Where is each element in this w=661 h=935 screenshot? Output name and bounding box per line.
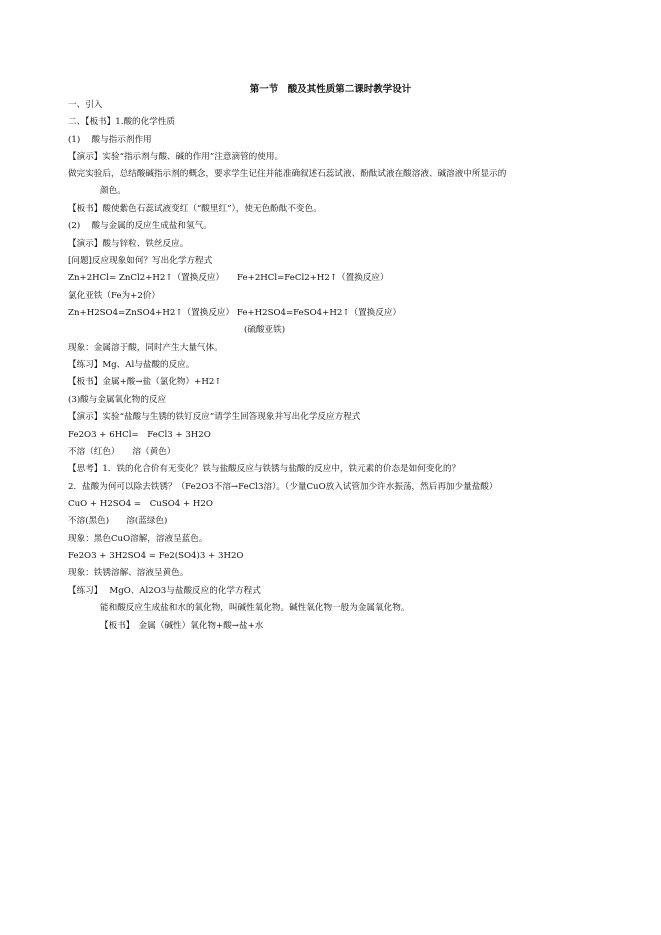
text-line: 【演示】酸与锌粒、铁丝反应。 xyxy=(68,239,189,249)
text-line: 二、【板书】1.酸的化学性质 xyxy=(68,117,176,127)
text-line: (硫酸亚铁) xyxy=(244,325,286,335)
equation-line: CuO + H2SO4 = CuSO4 + H2O xyxy=(68,499,213,509)
equation-line: Fe2O3 + 3H2SO4 = Fe2(SO4)3 + 3H2O xyxy=(68,551,244,561)
text-line: 【板书】 金属（碱性）氧化物+酸→盐+水 xyxy=(100,621,264,631)
text-line: 做完实验后，总结酸碱指示剂的概念，要求学生记住并能准确叙述石蕊试液、酚酞试液在酸溶液、碱溶液中所显示的 xyxy=(68,169,507,179)
text-line: 【练习】 MgO、Al2O3与盐酸反应的化学方程式 xyxy=(68,586,261,596)
text-line: 氯化亚铁（Fe为+2价） xyxy=(68,291,160,301)
text-line: 不溶（红色） 溶（黄色） xyxy=(68,447,176,457)
text-line: 现象：黑色CuO溶解，溶液呈蓝色。 xyxy=(68,534,208,544)
text-line: [问题]反应现象如何？写出化学方程式 xyxy=(68,256,213,266)
equation-line: Zn+2HCl= ZnCl2+H2↑（置换反应） Fe+2HCl=FeCl2+H2↑（置换反应） xyxy=(68,273,389,283)
text-line: 一、引入 xyxy=(68,100,103,110)
text-line: (2) 酸与金属的反应生成盐和氢气。 xyxy=(68,221,212,231)
text-line: 2．盐酸为何可以除去铁锈？（Fe2O3不溶→FeCl3溶）。（少量CuO放入试管加少许水振荡，然后再加少量盐酸） xyxy=(68,482,498,492)
text-line: 【板书】金属+酸→盐（氯化物）+H2↑ xyxy=(68,377,222,387)
text-line: 现象：铁锈溶解、溶液呈黄色。 xyxy=(68,568,189,578)
text-line: (3)酸与金属氧化物的反应 xyxy=(68,395,167,405)
text-line: 【练习】Mg、Al与盐酸的反应。 xyxy=(68,360,195,370)
text-line: (1) 酸与指示剂作用 xyxy=(68,135,152,145)
text-line: 【思考】1．铁的化合价有无变化？铁与盐酸反应与铁锈与盐酸的反应中，铁元素的价态是如何变化的？ xyxy=(68,464,461,474)
text-line: 【演示】实验“指示剂与酸、碱的作用”注意滴管的使用。 xyxy=(68,152,284,162)
text-line: 【演示】实验“盐酸与生锈的铁钉反应”请学生回答现象并写出化学反应方程式 xyxy=(68,412,361,422)
text-line: 能和酸反应生成盐和水的氧化物，叫碱性氧化物。碱性氧化物一般为金属氧化物。 xyxy=(100,603,410,613)
page-title: 第一节 酸及其性质第二课时教学设计 xyxy=(249,84,412,95)
equation-line: Zn+H2SO4=ZnSO4+H2↑（置换反应） Fe+H2SO4=FeSO4+H2↑（置换反应） xyxy=(68,308,402,318)
equation-line: Fe2O3 + 6HCl= FeCl3 + 3H2O xyxy=(68,430,211,440)
text-line: 颜色。 xyxy=(100,186,126,196)
text-line: 不溶(黑色) 溶(蓝绿色) xyxy=(68,516,168,526)
text-line: 【板书】酸使紫色石蕊试液变红（“酸里红”），使无色酚酞不变色。 xyxy=(68,204,322,214)
text-line: 现象：金属溶于酸，同时产生大量气体。 xyxy=(68,343,223,353)
